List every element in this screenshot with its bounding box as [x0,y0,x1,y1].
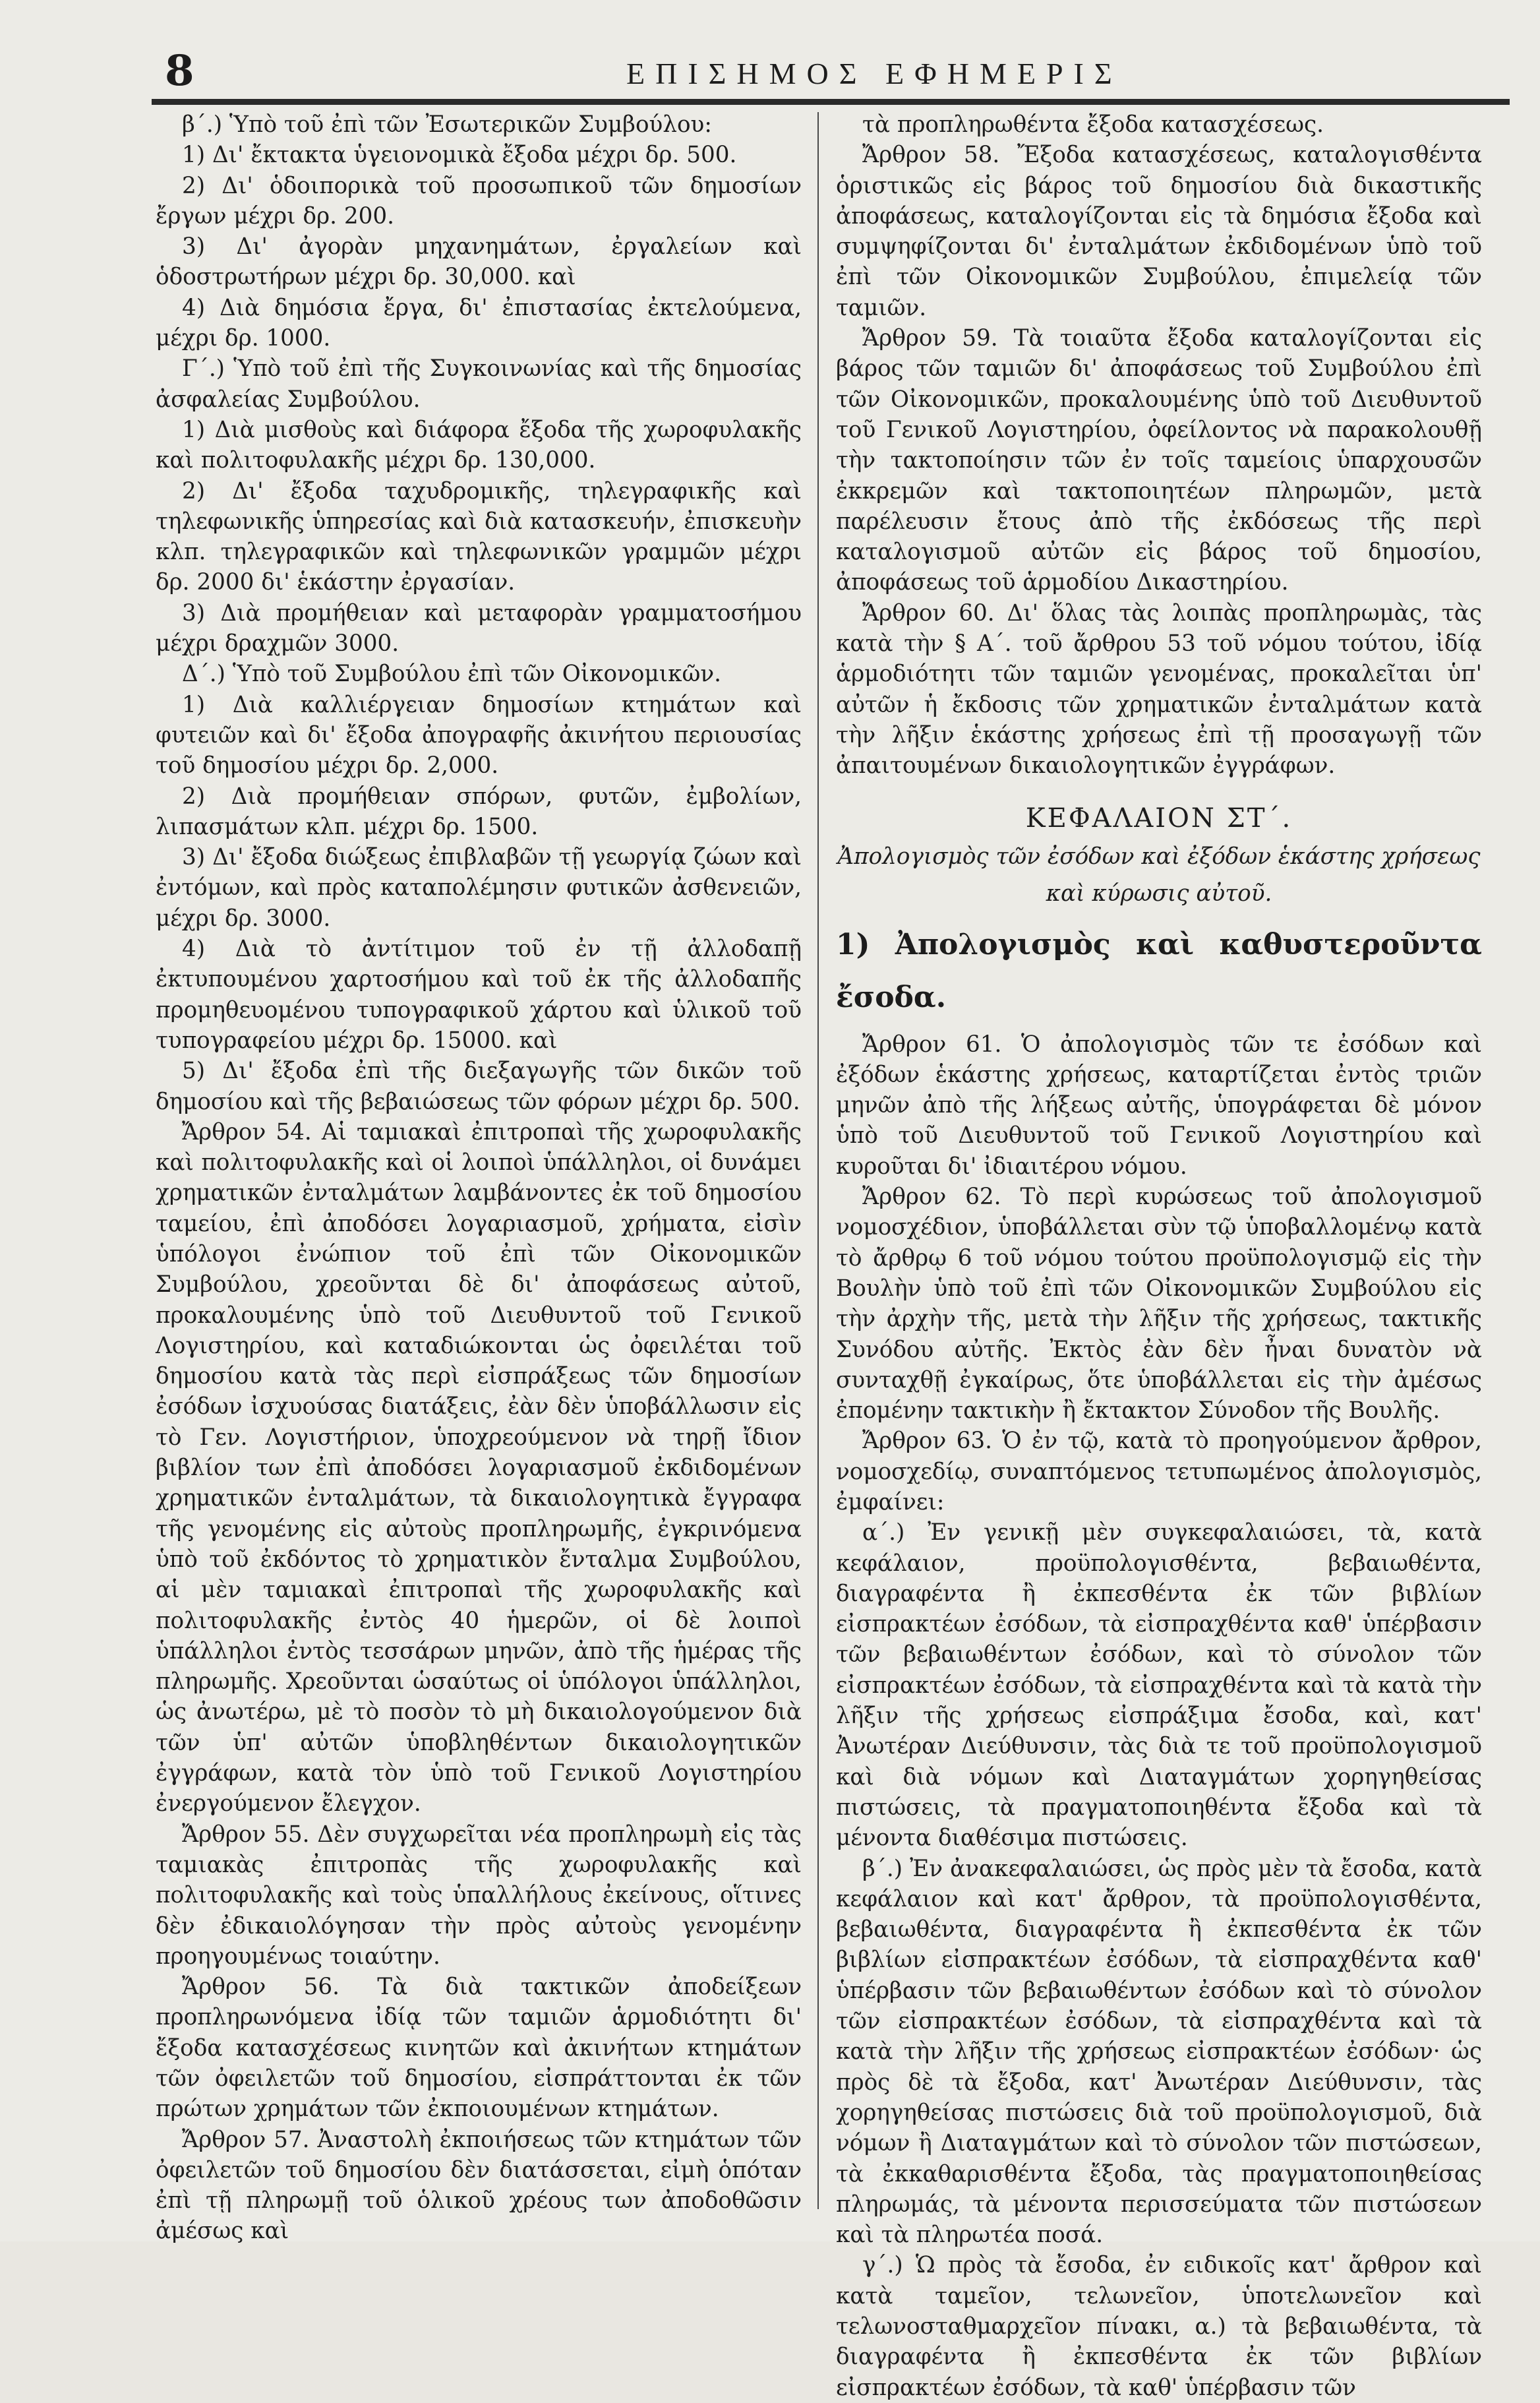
paragraph: β΄.) Ἐν ἀνακεφαλαιώσει, ὡς πρὸς μὲν τὰ ἔσοδα, κατὰ κεφάλαιον καὶ κατ' ἄρθρον, τὰ προϋπολογισθέντα, βεβαιωθέντα, διαγραφέντα ἢ ἐκπεσθέντα ἐκ τῶν βιβλίων εἰσπρακτέων ἐσόδων, τὰ εἰσπραχθέντα καθ' ὑπέρβασιν τῶν βεβαιωθέντων ἐσόδων καὶ τὸ σύνολον τῶν εἰσπρακτέων ἐσόδων, τὰ εἰσπραχθέντα καὶ τὰ κατὰ τὴν λῆξιν τῆς χρήσεως εἰσπρακτέων ἐσόδων· ὡς πρὸς δὲ τὰ ἔξοδα, κατ' Ἀνωτέραν Διεύθυνσιν, τὰς χορηγηθείσας πιστώσεις διὰ τοῦ προϋπολογισμοῦ, διὰ νόμων ἢ Διαταγμάτων καὶ τὸ σύνολον τῶν πιστώσεων, τὰ ἐκκαθαρισθέντα ἔξοδα, τὰς πραγματοποιηθείσας πληρωμάς, τὰ μένοντα περισσεύματα τῶν πιστώσεων καὶ τὰ πληρωτέα ποσά. [836,1855,1482,2249]
page-header [152,45,1510,104]
gazette-title: ΕΠΙΣΗΜΟΣ ΕΦΗΜΕΡΙΣ [626,57,1123,90]
header-rule [152,99,1510,105]
chapter-title: ΚΕΦΑΛΑΙΟΝ ΣΤ΄. [1025,803,1293,834]
paragraph: Δ΄.) Ὑπὸ τοῦ Συμβούλου ἐπὶ τῶν Οἰκονομικῶν. [182,661,721,688]
paragraph: 1) Διὰ μισθοὺς καὶ διάφορα ἔξοδα τῆς χωροφυλακῆς καὶ πολιτοφυλακῆς μέχρι δρ. 130,000. [156,416,802,474]
page-number: 8 [165,46,194,96]
right-column-top [836,109,1482,781]
paragraph: α΄.) Ἐν γενικῇ μὲν συγκεφαλαιώσει, τὰ, κατὰ κεφάλαιον, προϋπολογισθέντα, βεβαιωθέντα, διαγραφέντα ἢ ἐκπεσθέντα ἐκ τῶν βιβλίων εἰσπρακτέων ἐσόδων, τὰ εἰσπραχθέντα καθ' ὑπέρβασιν τῶν βεβαιωθέντων ἐσόδων, καὶ τὸ σύνολον τῶν εἰσπρακτέων ἐσόδων, τὰ εἰσπραχθέντα καὶ τὰ κατὰ τὴν λῆξιν τῆς χρήσεως εἰσπράξιμα ἔσοδα, καὶ, κατ' Ἀνωτέραν Διεύθυνσιν, τὰς διὰ τε τοῦ προϋπολογισμοῦ καὶ διὰ νόμων καὶ Διαταγμάτων χορηγηθείσας πιστώσεις, τὰ πραγματοποιηθέντα ἔξοδα καὶ τὰ μένοντα διαθέσιμα πιστώσεις. [836,1519,1482,1852]
paragraph: Ἄρθρον 55. Δὲν συγχωρεῖται νέα προπληρωμὴ εἰς τὰς ταμιακὰς ἐπιτροπὰς τῆς χωροφυλακῆς καὶ πολιτοφυλακῆς καὶ τοὺς ὑπαλλήλους ἐκείνους, οἵτινες δὲν ἐδικαιολόγησαν τὴν πρὸς αὐτοὺς γενομένην προηγουμένως τοιαύτην. [156,1821,802,1970]
paragraph: Ἄρθρον 61. Ὁ ἀπολογισμὸς τῶν τε ἐσόδων καὶ ἐξόδων ἑκάστης χρήσεως, καταρτίζεται ἐντὸς τριῶν μηνῶν ἀπὸ τῆς λήξεως αὐτῆς, ὑπογράφεται δὲ μόνον ὑπὸ τοῦ Διευθυντοῦ τοῦ Γενικοῦ Λογιστηρίου καὶ κυροῦται δι' ἰδιαιτέρου νόμου. [836,1031,1482,1180]
paragraph: Ἄρθρον 59. Τὰ τοιαῦτα ἔξοδα καταλογίζονται εἰς βάρος τῶν ταμιῶν δι' ἀποφάσεως τοῦ Συμβούλου ἐπὶ τῶν Οἰκονομικῶν, προκαλουμένης ὑπὸ τοῦ Διευθυντοῦ τοῦ Γενικοῦ Λογιστηρίου, ὀφείλοντος νὰ παρακολουθῇ τὴν τακτοποίησιν τῶν ἐν τοῖς ταμείοις ὑπαρχουσῶν ἐκκρεμῶν καὶ τακτοποιητέων πληρωμῶν, μετὰ παρέλευσιν ἔτους ἀπὸ τῆς ἐκδόσεως τῆς περὶ καταλογισμοῦ αὐτῶν εἰς βάρος τοῦ δημοσίου, ἀποφάσεως τοῦ ἁρμοδίου Δικαστηρίου. [836,325,1482,596]
paragraph: 4) Διὰ τὸ ἀντίτιμον τοῦ ἐν τῇ ἀλλοδαπῇ ἐκτυπουμένου χαρτοσήμου καὶ τοῦ ἐκ τῆς ἀλλοδαπῆς προμηθευομένου τυπογραφικοῦ χάρτου καὶ ὑλικοῦ τοῦ τυπογραφείου μέχρι δρ. 15000. καὶ [156,936,802,1054]
paragraph: γ΄.) Ὡ πρὸς τὰ ἔσοδα, ἐν ειδικοῖς κατ' ἄρθρον καὶ κατὰ ταμεῖον, τελωνεῖον, ὑποτελωνεῖον καὶ τελωνοσταθμαρχεῖον πίνακι, α.) τὰ βεβαιωθέντα, τὰ διαγραφέντα ἢ ἐκπεσθέντα ἐκ τῶν βιβλίων εἰσπρακτέων ἐσόδων, τὰ καθ' ὑπέρβασιν τῶν [836,2252,1482,2401]
paragraph: 2) Διὰ προμήθειαν σπόρων, φυτῶν, ἐμβολίων, λιπασμάτων κλπ. μέχρι δρ. 1500. [156,783,802,840]
paragraph: Ἄρθρον 56. Τὰ διὰ τακτικῶν ἀποδείξεων προπληρωνόμενα ἰδίᾳ τῶν ταμιῶν ἁρμοδιότητι δι' ἔξοδα κατασχέσεως κινητῶν καὶ ἀκινήτων κτημάτων τῶν ὀφειλετῶν τοῦ δημοσίου, εἰσπράττονται ἐκ τῶν πρώτων χρημάτων τῶν ἐκποιουμένων κτημάτων. [156,1974,802,2123]
paragraph: 3) Διὰ προμήθειαν καὶ μεταφορὰν γραμματοσήμου μέχρι δραχμῶν 3000. [156,599,802,657]
paragraph: Ἄρθρον 60. Δι' ὅλας τὰς λοιπὰς προπληρωμὰς, τὰς κατὰ τὴν § Α΄. τοῦ ἄρθρου 53 τοῦ νόμου τούτου, ἰδίᾳ ἁρμοδιότητι τῶν ταμιῶν γενομένας, προκαλεῖται ὑπ' αὐτῶν ἡ ἔκδοσις τῶν χρηματικῶν ἐνταλμάτων κατὰ τὴν λῆξιν ἑκάστης χρήσεως ἐπὶ τῇ προσαγωγῇ τῶν ἀπαιτουμένων δικαιολογητικῶν ἐγγράφων. [836,599,1482,779]
paragraph: 3) Δι' ἔξοδα διώξεως ἐπιβλαβῶν τῇ γεωργίᾳ ζώων καὶ ἐντόμων, καὶ πρὸς καταπολέμησιν φυτικῶν ἀσθενειῶν, μέχρι δρ. 3000. [156,844,802,932]
paragraph: 2) Δι' ἔξοδα ταχυδρομικῆς, τηλεγραφικῆς καὶ τηλεφωνικῆς ὑπηρεσίας καὶ διὰ κατασκευήν, ἐπισκευὴν κλπ. τηλεγραφικῶν καὶ τηλεφωνικῶν γραμμῶν μέχρι δρ. 2000 δι' ἑκάστην ἐργασίαν. [156,477,802,596]
right-column [836,109,1482,2401]
paragraph: Ἄρθρον 57. Ἀναστολὴ ἐκποιήσεως τῶν κτημάτων τῶν ὀφειλετῶν τοῦ δημοσίου δὲν διατάσσεται, εἰμὴ ὁπόταν ἐπὶ τῇ πληρωμῇ τοῦ ὁλικοῦ χρέους των ἀποδοθῶσιν ἀμέσως καὶ [156,2126,802,2245]
subsection-heading: 1) Ἀπολογισμὸς καὶ καθυστεροῦντα ἔσοδα. [836,927,1482,1014]
paragraph: Ἄρθρον 63. Ὁ ἐν τῷ, κατὰ τὸ προηγούμενον ἄρθρον, νομοσχεδίῳ, συναπτόμενος τετυπωμένος ἀπολογισμὸς, ἐμφαίνει: [836,1428,1482,1515]
paragraph: Ἄρθρον 62. Τὸ περὶ κυρώσεως τοῦ ἀπολογισμοῦ νομοσχέδιον, ὑποβάλλεται σὺν τῷ ὑποβαλλομένῳ κατὰ τὸ ἄρθρῳ 6 τοῦ νόμου τούτου προϋπολογισμῷ εἰς τὴν Βουλὴν ὑπὸ τοῦ ἐπὶ τῶν Οἰκονομικῶν Συμβούλου εἰς τὴν ἀρχὴν τῆς, μετὰ τὴν λῆξιν τῆς χρήσεως, τακτικῆς Συνόδου αὐτῆς. Ἐκτὸς ἐὰν δὲν ἦναι δυνατὸν νὰ συνταχθῇ ἐγκαίρως, ὅτε ὑποβάλλεται εἰς τὴν ἀμέσως ἐπομένην τακτικὴν ἢ ἔκτακτον Σύνοδον τῆς Βουλῆς. [836,1184,1482,1424]
right-column-bottom [836,1029,1482,2403]
paragraph: 4) Διὰ δημόσια ἔργα, δι' ἐπιστασίας ἐκτελούμενα, μέχρι δρ. 1000. [156,294,802,352]
paragraph: 3) Δι' ἀγορὰν μηχανημάτων, ἐργαλείων καὶ ὁδοστρωτήρων μέχρι δρ. 30,000. καὶ [156,233,802,291]
paragraph: 1) Δι' ἔκτακτα ὑγειονομικὰ ἔξοδα μέχρι δρ. 500. [182,142,737,169]
paragraph: 1) Διὰ καλλιέργειαν δημοσίων κτημάτων καὶ φυτειῶν καὶ δι' ἔξοδα ἀπογραφῆς ἀκινήτου περιουσίας τοῦ δημοσίου μέχρι δρ. 2,000. [156,691,802,779]
paragraph: Ἄρθρον 58. Ἔξοδα κατασχέσεως, καταλογισθέντα ὁριστικῶς εἰς βάρος τοῦ δημοσίου διὰ δικαστικῆς ἀποφάσεως, καταλογίζονται εἰς τὰ δημόσια ἔξοδα καὶ συμψηφίζονται δι' ἐνταλμάτων ἐκδιδομένων ὑπὸ τοῦ ἐπὶ τῶν Οἰκονομικῶν Συμβούλου, ἐπιμελείᾳ τῶν ταμιῶν. [836,142,1482,321]
left-column [156,109,802,2245]
chapter-subtitle-line1: Ἀπολογισμὸς τῶν ἐσόδων καὶ ἐξόδων ἑκάστης χρήσεως [837,843,1481,870]
paragraph: β΄.) Ὑπὸ τοῦ ἐπὶ τῶν Ἐσωτερικῶν Συμβούλου: [182,111,712,138]
paragraph: Ἄρθρον 54. Αἱ ταμιακαὶ ἐπιτροπαὶ τῆς χωροφυλακῆς καὶ πολιτοφυλακῆς καὶ οἱ λοιποὶ ὑπάλληλοι, οἱ δυνάμει χρηματικῶν ἐνταλμάτων λαμβάνοντες ἐκ τοῦ δημοσίου ταμείου, ἐπὶ ἀποδόσει λογαριασμοῦ, χρήματα, εἰσὶν ὑπόλογοι ἐνώπιον τοῦ ἐπὶ τῶν Οἰκονομικῶν Συμβούλου, χρεοῦνται δὲ δι' ἀποφάσεως αὐτοῦ, προκαλουμένης ὑπὸ τοῦ Διευθυντοῦ τοῦ Γενικοῦ Λογιστηρίου, καὶ καταδιώκονται ὡς ὀφειλέται τοῦ δημοσίου κατὰ τὰς περὶ εἰσπράξεως τῶν δημοσίων ἐσόδων ἰσχυούσας διατάξεις, ἐὰν δὲν ὑποβάλλωσιν εἰς τὸ Γεν. Λογιστήριον, ὑποχρεούμενον νὰ τηρῇ ἴδιον βιβλίον των ἐπὶ ἀποδόσει λογαριασμοῦ ἐκδιδομένων χρηματικῶν ἐνταλμάτων, τὰ δικαιολογητικὰ ἔγγραφα τῆς γενομένης εἰς αὐτοὺς προπληρωμῆς, ἐγκρινόμενα ὑπὸ τοῦ ἐκδόντος τὸ χρηματικὸν ἔνταλμα Συμβούλου, αἱ μὲν ταμιακαὶ ἐπιτροπαὶ τῆς χωροφυλακῆς καὶ πολιτοφυλακῆς ἐντὸς 40 ἡμερῶν, οἱ δὲ λοιποὶ ὑπάλληλοι ἐντὸς τεσσάρων μηνῶν, ἀπὸ τῆς ἡμέρας τῆς πληρωμῆς. Χρεοῦνται ὡσαύτως οἱ ὑπόλογοι ὑπάλληλοι, ὡς ἀνωτέρω, μὲ τὸ ποσὸν τὸ μὴ δικαιολογούμενον διὰ τῶν ὑπ' αὐτῶν ὑποβληθέντων δικαιολογητικῶν ἐγγράφων, κατὰ τὸν ὑπὸ τοῦ Γενικοῦ Λογιστηρίου ἐνεργούμενον ἔλεγχον. [156,1118,802,1817]
column-divider [817,112,819,2209]
paragraph: 2) Δι' ὁδοιπορικὰ τοῦ προσωπικοῦ τῶν δημοσίων ἔργων μέχρι δρ. 200. [156,172,802,229]
paragraph: τὰ προπληρωθέντα ἔξοδα κατασχέσεως. [862,111,1324,138]
paragraph: 5) Δι' ἔξοδα ἐπὶ τῆς διεξαγωγῆς τῶν δικῶν τοῦ δημοσίου καὶ τῆς βεβαιώσεως τῶν φόρων μέχρι δρ. 500. [156,1058,802,1115]
chapter-subtitle-line2: καὶ κύρωσις αὐτοῦ. [1046,880,1272,907]
paragraph: Γ΄.) Ὑπὸ τοῦ ἐπὶ τῆς Συγκοινωνίας καὶ τῆς δημοσίας ἀσφαλείας Συμβούλου. [156,355,802,413]
